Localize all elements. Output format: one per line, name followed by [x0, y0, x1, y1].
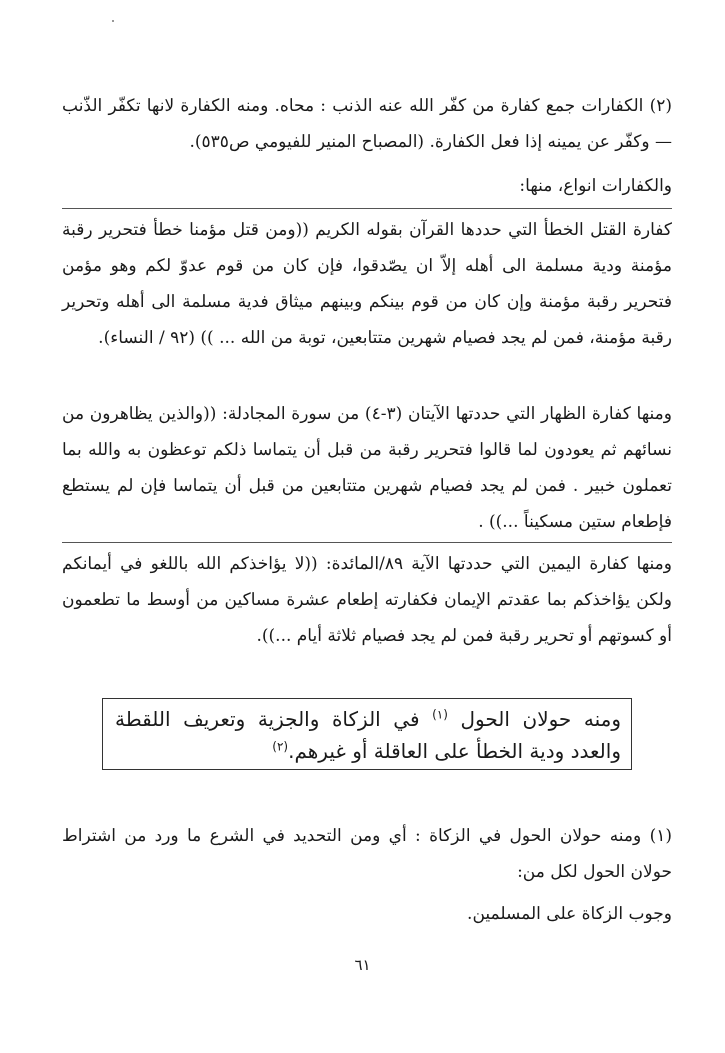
types-heading: والكفارات انواع، منها: — [519, 176, 672, 196]
highlighted-box — [102, 698, 632, 770]
footnote-hawl: (١) ومنه حولان الحول في الزكاة : أي ومن التحديد في الشرع ما ورد من اشتراط حولان الحول لكل من: — [62, 826, 672, 882]
footnote-ref-1: (١) — [432, 707, 448, 722]
paragraph-kaffarat-qatl: كفارة القتل الخطأ التي حددها القرآن بقوله الكريم ((ومن قتل مؤمنا خطأ فتحرير رقبة مؤمنة ودية مسلمة الى أهله إلاّ ان يصّدقوا، فإن كان من قوم عدوّ لكم وهو مؤمن فتحرير رقبة مؤمنة وإن كان من قوم بينكم وبينهم ميثاق فدية مسلمة الى أهله وتحرير رقبة مؤمنة، فمن لم يجد فصيام شهرين متتابعين، توبة من الله ... )) (٩٢ / النساء). — [62, 220, 672, 348]
boxed-text-part-b: في الزكاة والجزية وتعريف اللقطة والعدد ودية الخطأ على العاقلة أو غيرهم. — [115, 707, 621, 763]
boxed-text-part-a: ومنه حولان الحول — [447, 707, 621, 731]
paragraph-kaffarat-zihar: ومنها كفارة الظهار التي حددتها الآيتان (٣-٤) من سورة المجادلة: ((والذين يظاهرون من نسائهم ثم يعودون لما قالوا فتحرير رقبة من قبل أن يتماسا ذلكم توعظون به والله بما تعملون خبير . فمن لم يجد فصيام شهرين متتابعين من قبل أن يتماسا فإن لم يستطع فإطعام ستين مسكيناً ...)) . — [62, 404, 672, 532]
footnote-kaffarat: (٢) الكفارات جمع كفارة من كفّر الله عنه الذنب : محاه. ومنه الكفارة لانها تكفّر الذّنب — وكفّر عن يمينه إذا فعل الكفارة. (المصباح المنير للفيومي ص٥٣٥). — [62, 96, 672, 152]
scan-speck — [112, 20, 114, 22]
boxed-text — [115, 703, 621, 767]
page-number: ٦١ — [354, 956, 371, 974]
paragraph-kaffarat-yamin: ومنها كفارة اليمين التي حددتها الآية ٨٩/المائدة: ((لا يؤاخذكم الله باللغو في أيمانكم ولكن يؤاخذكم بما عقدتم الإيمان فكفارته إطعام عشرة مساكين من أوسط ما تطعمون أو كسوتهم أو تحرير رقبة فمن لم يجد فصيام ثلاثة أيام ...)). — [62, 554, 672, 646]
footnote-ref-2: (٢) — [272, 739, 289, 754]
separator-line — [62, 208, 672, 209]
separator-line — [62, 542, 672, 543]
zakat-line: وجوب الزكاة على المسلمين. — [467, 904, 672, 924]
